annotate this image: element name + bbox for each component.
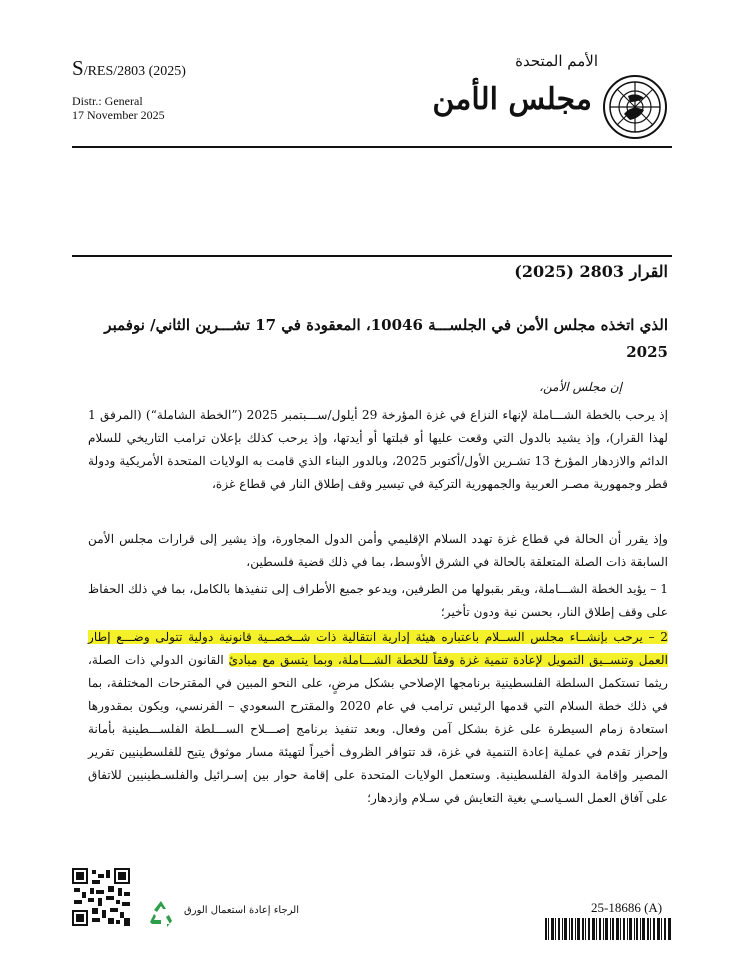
document-number: 25-18686 (A) [591,900,663,915]
preamble-paragraph: إذ يرحب بالخطة الشـــاملة لإنهاء النزاع في غزة المؤرخة 29 أيلول/ســـبتمبر 2025 (”الخطة الشاملة“) (المرفق 1 لهذا القرار)، وإذ يشيد بالدول التي وقعت عليها أو قبلتها أو أيدتها، وإذ يرحب كذلك بإعلان ترامب التاريخي للسلام الدائم والازدهار المؤرخ 13 تشـرين الأول/أكتوبر 2025، وبالدور البناء الذي قامت به الولايات المتحدة الأمريكية ودولة قطر وجمهورية مصـر العربية والجمهورية التركية في تيسير وقف إطلاق النار في قطاع غزة، [88,408,669,491]
operative-paragraph-2 [88,626,668,810]
distribution-text: Distr.: General [72,94,143,108]
council-name: مجلس الأمن [432,82,592,117]
preamble-paragraph: وإذ يقرر أن الحالة في قطاع غزة تهدد السلام الإقليمي وأمن الدول المجاورة، وإذ يشير إلى قرارات مجلس الأمن السابقة ذات الصلة المتعلقة بالحالة في الشرق الأوسط، بما في ذلك قضية فلسطين، [88,532,668,569]
recycle-icon [145,898,177,930]
resolution-title: القرار 2803 (2025) [514,262,668,281]
qr-code-icon [72,868,130,926]
symbol-rest: /RES/2803 (2025) [83,64,186,79]
document-symbol [72,56,186,81]
header-divider [72,146,672,148]
symbol-prefix: S [72,56,84,80]
distribution-info [72,94,165,122]
document-date: 17 November 2025 [72,108,165,122]
organization-name: الأمم المتحدة [515,52,598,70]
barcode-icon [545,918,671,940]
title-divider [72,255,672,257]
un-emblem-icon [602,74,668,140]
resolution-subtitle: الذي اتخذه مجلس الأمن في الجلســـة 10046، المعقودة في 17 تشـــرين الثاني/ نوفمبر 2025 [104,316,668,361]
recycle-notice: الرجاء إعادة استعمال الورق [184,905,299,916]
operative-paragraph-1: 1 – يؤيد الخطة الشـــاملة، ويقر بقبولها من الطرفين، ويدعو جميع الأطراف إلى تنفيذها بالكامل، بما في ذلك الحفاظ على وقف إطلاق النار، بحسن نية ودون تأخير؛ [88,582,668,619]
preamble-intro: إن مجلس الأمن، [539,380,622,394]
highlighted-text: 2 – يرحب بإنشــاء مجلس الســلام باعتباره هيئة إدارية انتقالية ذات شــخصــية قانونية دولية تتولى وضـــع إطار العمل وتنســيق التمويل لإعادة تنمية غزة وفقاً للخطة الشـــاملة، وبما يتسق مع مبادئ [88,630,669,667]
paragraph-text: القانون الدولي ذات الصلة، ريثما تستكمل السلطة الفلسطينية برنامجها الإصلاحي بشكل مرضٍ، على النحو المبين في المقترحات المختلفة، بما في ذلك خطة السلام التي قدمها الرئيس ترامب في عام 2020 والمقترح السعودي – الفرنسي، ويكون بمقدورها استعادة زمام السيطرة على غزة بشكل آمن وفعال. وبعد تنفيذ برنامج إصـــلاح الســـلطة الفلســـطينية بأمانة وإحراز تقدم في عملية إعادة التنمية في غزة، قد تتوافر الظروف أخيراً لتهيئة مسار موثوق يتيح للفلسطينيين تقرير المصير وإقامة الدولة الفلسطينية. وستعمل الولايات المتحدة على إقامة حوار بين إسـرائيل والفلسـطينيين للاتفاق على آفاق العمل السـياسـي بغية التعايش في سـلام وازدهار؛ [88,653,668,805]
